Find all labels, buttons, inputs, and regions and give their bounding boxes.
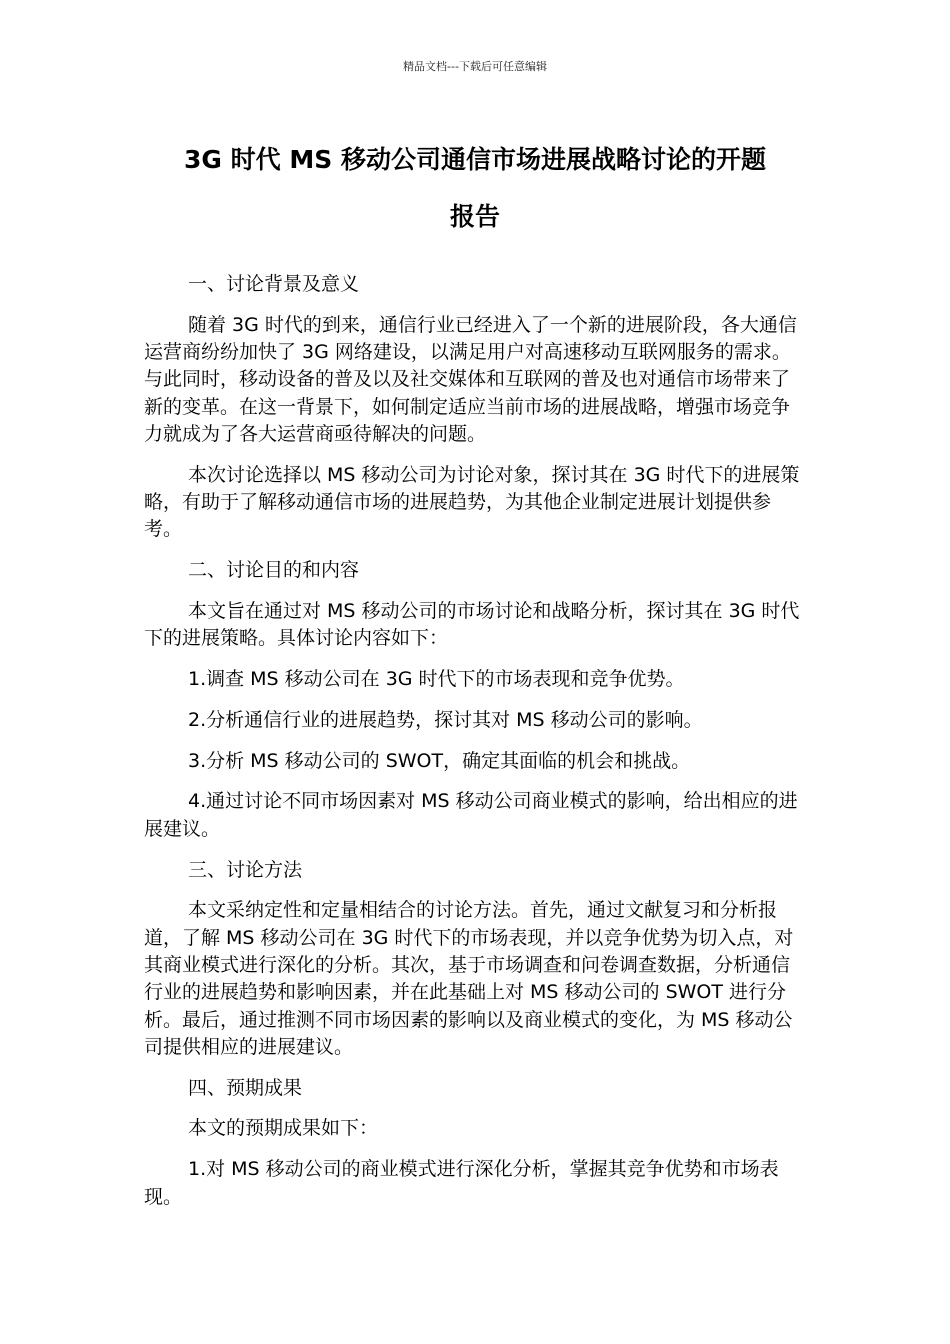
document-body [144,271,808,1224]
paragraph: 随着 3G 时代的到来，通信行业已经进入了一个新的进展阶段，各大通信运营商纷纷加快了 3G 网络建设，以满足用户对高速移动互联网服务的需求。与此同时，移动设备的普及以及社交媒体和互联网的普及也对通信市场带来了新的变革。在这一背景下，如何制定适应当前市场的进展战略，增强市场竞争力就成为了各大运营商亟待解决的问题。 [144,313,797,445]
section-heading-results: 四、预期成果 [188,1076,303,1099]
section-heading-purpose: 二、讨论目的和内容 [188,559,360,582]
list-item: 4.通过讨论不同市场因素对 MS 移动公司商业模式的影响，给出相应的进展建议。 [144,790,798,840]
list-item: 2.分析通信行业的进展趋势，探讨其对 MS 移动公司的影响。 [188,708,703,731]
paragraph: 本次讨论选择以 MS 移动公司为讨论对象，探讨其在 3G 时代下的进展策略，有助于了解移动通信市场的进展趋势，为其他企业制定进展计划提供参考。 [144,463,800,541]
paragraph: 本文采纳定性和定量相结合的讨论方法。首先，通过文献复习和分析报道，了解 MS 移动公司在 3G 时代下的市场表现，并以竞争优势为切入点，对其商业模式进行深化的分析。其次，基于市场调查和问卷调查数据，分析通信行业的进展趋势和影响因素，并在此基础上对 MS 移动公司的 SWOT 进行分析。最后，通过推测不同市场因素的影响以及商业模式的变化，为 MS 移动公司提供相应的进展建议。 [144,899,794,1058]
document-title-line1: 3G 时代 MS 移动公司通信市场进展战略讨论的开题 [184,145,766,174]
section-heading-background: 一、讨论背景及意义 [188,273,360,295]
list-item: 1.对 MS 移动公司的商业模式进行深化分析，掌握其竞争优势和市场表现。 [144,1158,779,1208]
paragraph: 本文的预期成果如下： [188,1117,379,1140]
section-heading-method: 三、讨论方法 [188,858,303,881]
list-item: 3.分析 MS 移动公司的 SWOT，确定其面临的机会和挑战。 [188,749,691,772]
document-title-line2: 报告 [449,202,500,231]
paragraph: 本文旨在通过对 MS 移动公司的市场讨论和战略分析，探讨其在 3G 时代下的进展策略。具体讨论内容如下： [144,599,800,650]
list-item: 1.调查 MS 移动公司在 3G 时代下的市场表现和竞争优势。 [188,668,685,691]
page-header: 精品文档---下载后可任意编辑 [403,60,547,73]
